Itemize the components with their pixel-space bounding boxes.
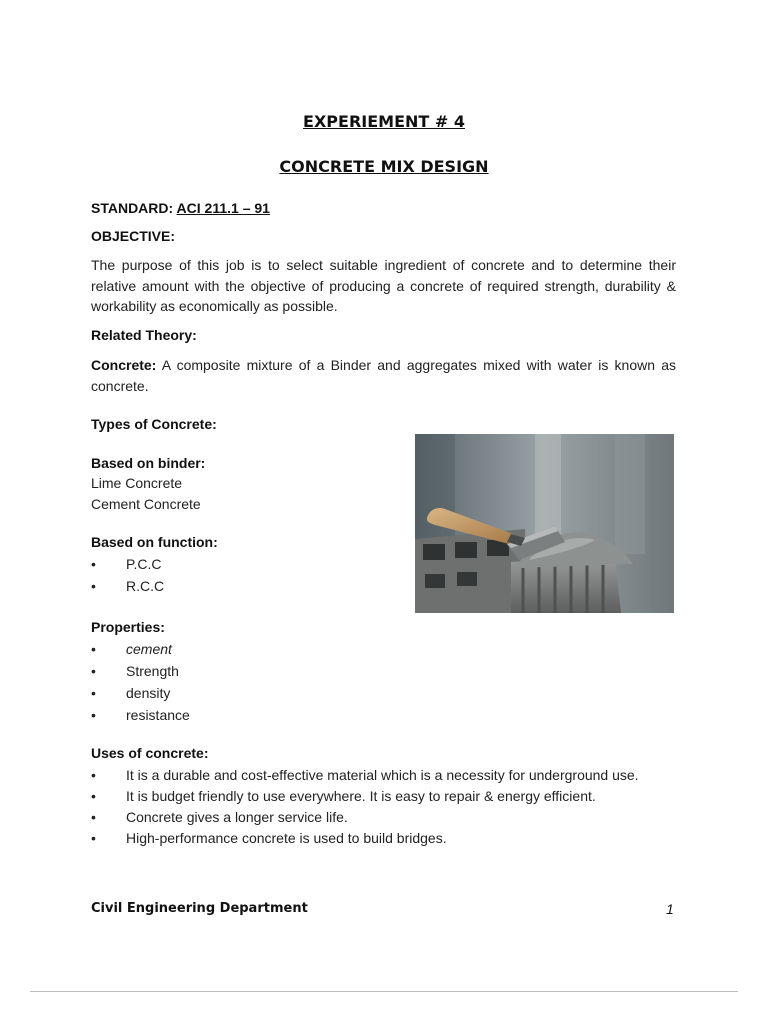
based-on-binder-heading: Based on binder:: [91, 455, 206, 471]
footer-department: Civil Engineering Department: [91, 901, 308, 916]
concrete-term: Concrete:: [91, 357, 157, 373]
list-item: • Concrete gives a longer service life.: [91, 807, 677, 828]
experiment-heading: EXPERIEMENT # 4: [303, 112, 465, 131]
properties-heading: Properties:: [91, 619, 165, 635]
concrete-def-text: A composite mixture of a Binder and aggregates mixed with water is known as concrete.: [91, 357, 676, 394]
types-heading: Types of Concrete:: [91, 416, 217, 432]
function-list: [91, 553, 391, 597]
concrete-definition: [91, 355, 676, 396]
binder-item: Cement Concrete: [91, 496, 201, 512]
based-on-function-heading: Based on function:: [91, 534, 218, 550]
list-item: • It is budget friendly to use everywhere. It is easy to repair & energy efficient.: [91, 786, 677, 807]
list-item: • resistance: [91, 704, 391, 726]
list-item: • cement: [91, 638, 391, 660]
concrete-trowel-illustration: [415, 434, 674, 613]
standard-value: ACI 211.1 – 91: [176, 200, 270, 216]
list-item: • P.C.C: [91, 553, 391, 575]
standard-label: STANDARD:: [91, 200, 177, 216]
page-number: 1: [666, 901, 674, 917]
concrete-trowel-photo: [415, 434, 674, 613]
list-item: • R.C.C: [91, 575, 391, 597]
list-item: • It is a durable and cost-effective material which is a necessity for underground use.: [91, 765, 677, 786]
uses-heading: Uses of concrete:: [91, 745, 209, 761]
uses-list: [91, 765, 677, 849]
properties-list: [91, 638, 391, 726]
page-divider: [30, 991, 738, 992]
objective-text: The purpose of this job is to select suitable ingredient of concrete and to determine their relative amount with the objective of producing a concrete of required strength, durability & workability as economically as possible.: [91, 257, 676, 314]
page-title: CONCRETE MIX DESIGN: [279, 157, 489, 176]
standard-line: [91, 198, 270, 218]
objective-heading: OBJECTIVE:: [91, 228, 176, 244]
list-item: • density: [91, 682, 391, 704]
list-item: • High-performance concrete is used to build bridges.: [91, 828, 677, 849]
list-item: • Strength: [91, 660, 391, 682]
related-theory-heading: Related Theory:: [91, 327, 197, 343]
binder-item: Lime Concrete: [91, 475, 183, 491]
